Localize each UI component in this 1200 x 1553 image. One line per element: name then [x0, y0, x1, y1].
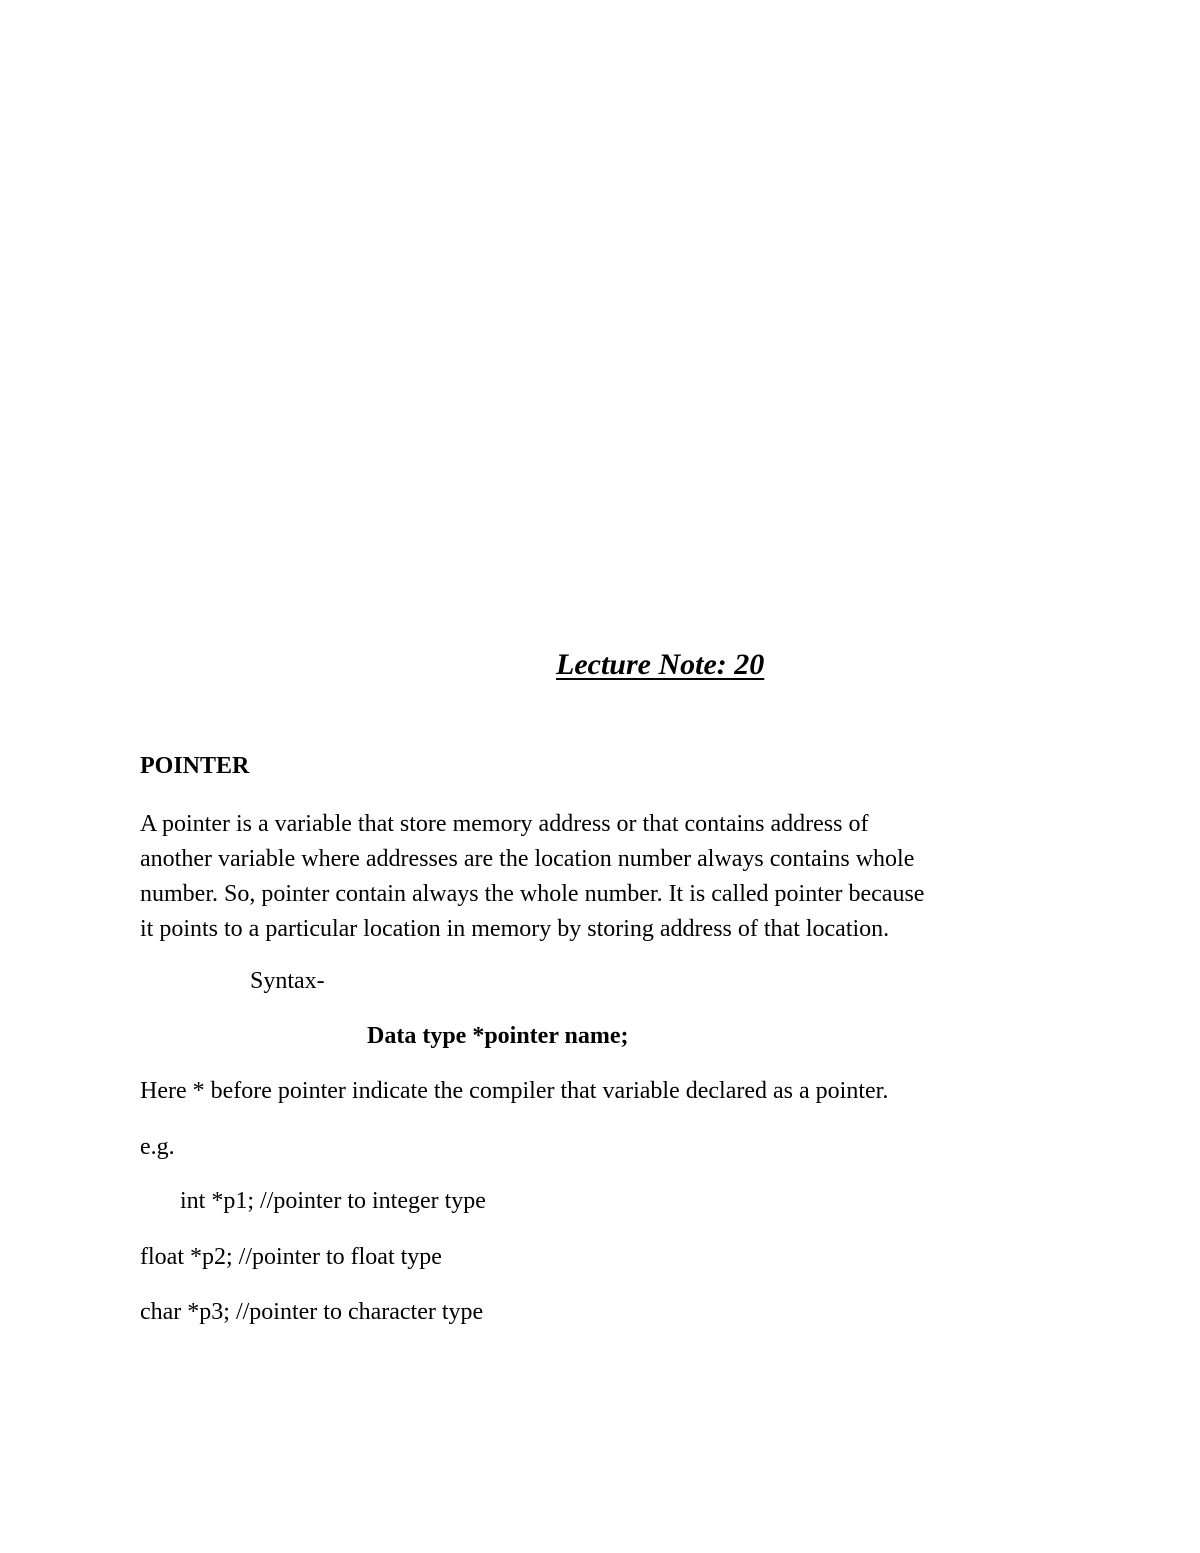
- explanation-text: Here * before pointer indicate the compiler that variable declared as a pointer.: [140, 1078, 889, 1104]
- section-heading: POINTER: [140, 753, 250, 779]
- paragraph-line: number. So, pointer contain always the whole number. It is called pointer because: [140, 881, 925, 907]
- example-line: int *p1; //pointer to integer type: [180, 1188, 486, 1214]
- syntax-label: Syntax-: [250, 968, 325, 994]
- example-line: char *p3; //pointer to character type: [140, 1299, 484, 1325]
- lecture-title: Lecture Note: 20: [556, 648, 765, 681]
- definition-paragraph: [140, 807, 1060, 947]
- syntax-code: Data type *pointer name;: [367, 1023, 629, 1049]
- example-line: float *p2; //pointer to float type: [140, 1244, 442, 1270]
- paragraph-line: another variable where addresses are the location number always contains whole: [140, 846, 915, 872]
- example-label: e.g.: [140, 1134, 175, 1160]
- paragraph-line: A pointer is a variable that store memory address or that contains address of: [140, 811, 869, 837]
- paragraph-line: it points to a particular location in memory by storing address of that location.: [140, 916, 890, 942]
